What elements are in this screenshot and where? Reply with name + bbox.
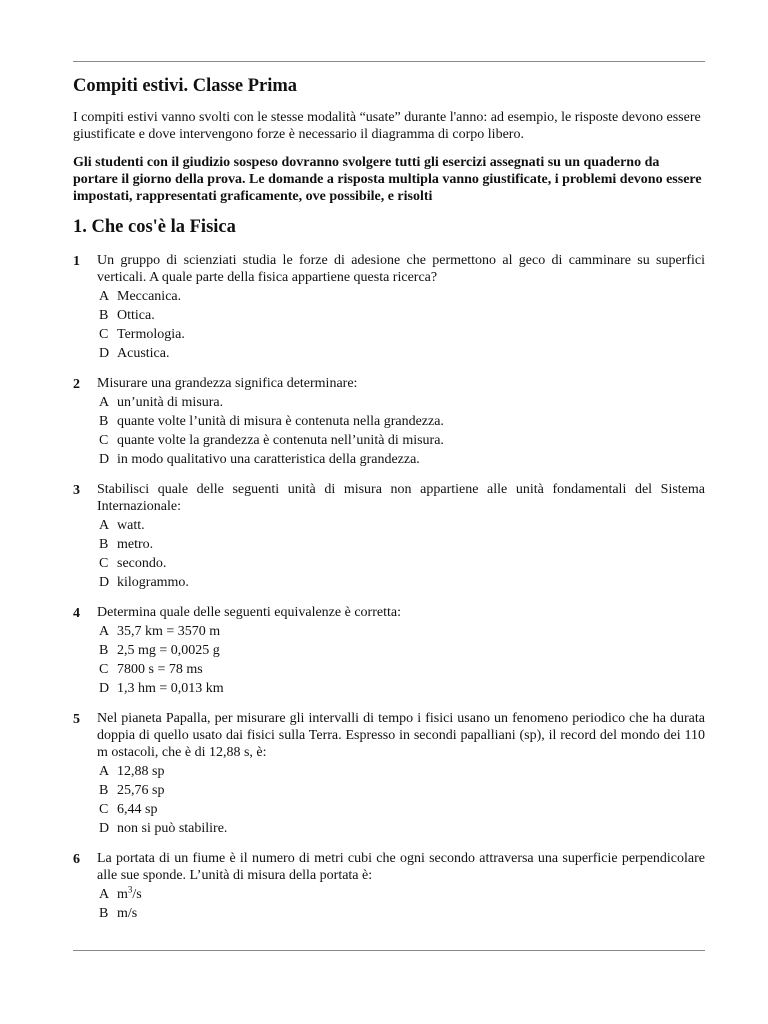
option-b xyxy=(99,641,705,660)
question-number: 2 xyxy=(73,377,80,392)
option-letter: A xyxy=(99,518,110,533)
option-a xyxy=(99,393,705,412)
bottom-divider xyxy=(73,950,705,951)
option-text: non si può stabilire. xyxy=(117,821,228,836)
option-letter: C xyxy=(99,802,109,817)
question-4 xyxy=(73,604,705,698)
option-d xyxy=(99,450,705,469)
option-text: metro. xyxy=(117,537,154,552)
option-c xyxy=(99,554,705,573)
option-b xyxy=(99,535,705,554)
option-text: m/s xyxy=(117,906,138,921)
option-b xyxy=(99,781,705,800)
question-text: La portata di un fiume è il numero di metri cubi che ogni secondo attraversa una superficie perpendicolare alle sue sponde. L’unità di misura della portata è: xyxy=(97,851,705,883)
option-text: Ottica. xyxy=(117,308,155,323)
option-letter: A xyxy=(99,289,110,304)
option-text: 35,7 km = 3570 m xyxy=(117,624,221,639)
option-text: quante volte l’unità di misura è contenuta nella grandezza. xyxy=(117,414,444,429)
section-title: 1. Che cos'è la Fisica xyxy=(73,217,236,237)
question-number: 4 xyxy=(73,606,80,621)
question-text: Stabilisci quale delle seguenti unità di misura non appartiene alle unità fondamentali del Sistema Internazionale: xyxy=(97,482,705,514)
option-letter: C xyxy=(99,433,109,448)
option-text: un’unità di misura. xyxy=(117,395,224,410)
question-number: 5 xyxy=(73,712,80,727)
option-a xyxy=(99,762,705,781)
option-text: 7800 s = 78 ms xyxy=(117,662,203,677)
option-d xyxy=(99,344,705,363)
option-letter: B xyxy=(99,537,109,552)
option-text: kilogrammo. xyxy=(117,575,189,590)
option-text: 25,76 sp xyxy=(117,783,165,798)
option-text: watt. xyxy=(117,518,145,533)
option-letter: D xyxy=(99,346,110,361)
question-text: Determina quale delle seguenti equivalenze è corretta: xyxy=(97,605,401,620)
option-d xyxy=(99,573,705,592)
option-text: secondo. xyxy=(117,556,167,571)
option-letter: A xyxy=(99,764,110,779)
option-letter: D xyxy=(99,681,110,696)
unit-rest: /s xyxy=(132,887,142,902)
option-a xyxy=(99,287,705,306)
option-a xyxy=(99,885,705,904)
option-c xyxy=(99,431,705,450)
option-letter: D xyxy=(99,575,110,590)
warning-paragraph: Gli studenti con il giudizio sospeso dovranno svolgere tutti gli esercizi assegnati su un quaderno da portare il giorno della prova. Le domande a risposta multipla vanno giustificate, i problemi devono essere impostati, rappresentati graficamente, ove possibile, e risolti xyxy=(73,155,702,204)
option-letter: A xyxy=(99,395,110,410)
question-number: 6 xyxy=(73,852,80,867)
option-a xyxy=(99,622,705,641)
option-b xyxy=(99,306,705,325)
question-text: Un gruppo di scienziati studia le forze di adesione che permettono al geco di camminare su superfici verticali. A quale parte della fisica appartiene questa ricerca? xyxy=(97,253,705,285)
option-text: quante volte la grandezza è contenuta nell’unità di misura. xyxy=(117,433,444,448)
option-text: 6,44 sp xyxy=(117,802,158,817)
option-text xyxy=(117,885,705,904)
option-letter: B xyxy=(99,783,109,798)
page-title: Compiti estivi. Classe Prima xyxy=(73,76,298,96)
option-text: Meccanica. xyxy=(117,289,182,304)
option-letter: C xyxy=(99,662,109,677)
option-d xyxy=(99,679,705,698)
question-2 xyxy=(73,375,705,469)
option-b xyxy=(99,412,705,431)
option-c xyxy=(99,800,705,819)
option-a xyxy=(99,516,705,535)
option-letter: B xyxy=(99,414,109,429)
option-text: 12,88 sp xyxy=(117,764,165,779)
option-text: Termologia. xyxy=(117,327,185,342)
question-1 xyxy=(73,252,705,363)
question-5 xyxy=(73,710,705,838)
page-content xyxy=(73,74,705,935)
option-letter: D xyxy=(99,821,110,836)
option-letter: C xyxy=(99,327,109,342)
intro-paragraph: I compiti estivi vanno svolti con le stesse modalità “usate” durante l'anno: ad esempio, le risposte devono essere giustificate e dove intervengono forze è necessario il diagramma di corpo libero. xyxy=(73,110,701,142)
unit-base: m xyxy=(117,887,128,902)
option-letter: D xyxy=(99,452,110,467)
question-text: Misurare una grandezza significa determinare: xyxy=(97,376,358,391)
option-text: Acustica. xyxy=(117,346,170,361)
option-b xyxy=(99,904,705,923)
unit-exponent: 3 xyxy=(127,884,133,895)
option-letter: A xyxy=(99,624,110,639)
option-c xyxy=(99,325,705,344)
option-text: in modo qualitativo una caratteristica della grandezza. xyxy=(117,452,420,467)
option-letter: B xyxy=(99,643,109,658)
question-3 xyxy=(73,481,705,592)
option-text: 1,3 hm = 0,013 km xyxy=(117,681,224,696)
option-text: 2,5 mg = 0,0025 g xyxy=(117,643,220,658)
question-number: 1 xyxy=(73,254,80,269)
question-6 xyxy=(73,850,705,923)
option-letter: C xyxy=(99,556,109,571)
question-number: 3 xyxy=(73,483,80,498)
option-letter: B xyxy=(99,308,109,323)
top-divider xyxy=(73,61,705,62)
option-letter: B xyxy=(99,906,109,921)
option-d xyxy=(99,819,705,838)
option-c xyxy=(99,660,705,679)
option-letter: A xyxy=(99,887,110,902)
question-text: Nel pianeta Papalla, per misurare gli intervalli di tempo i fisici usano un fenomeno periodico che ha durata doppia di quello usato dai fisici sulla Terra. Espresso in secondi papalliani (sp), il record del mondo dei 110 m ostacoli, che è di 12,88 s, è: xyxy=(97,711,705,760)
